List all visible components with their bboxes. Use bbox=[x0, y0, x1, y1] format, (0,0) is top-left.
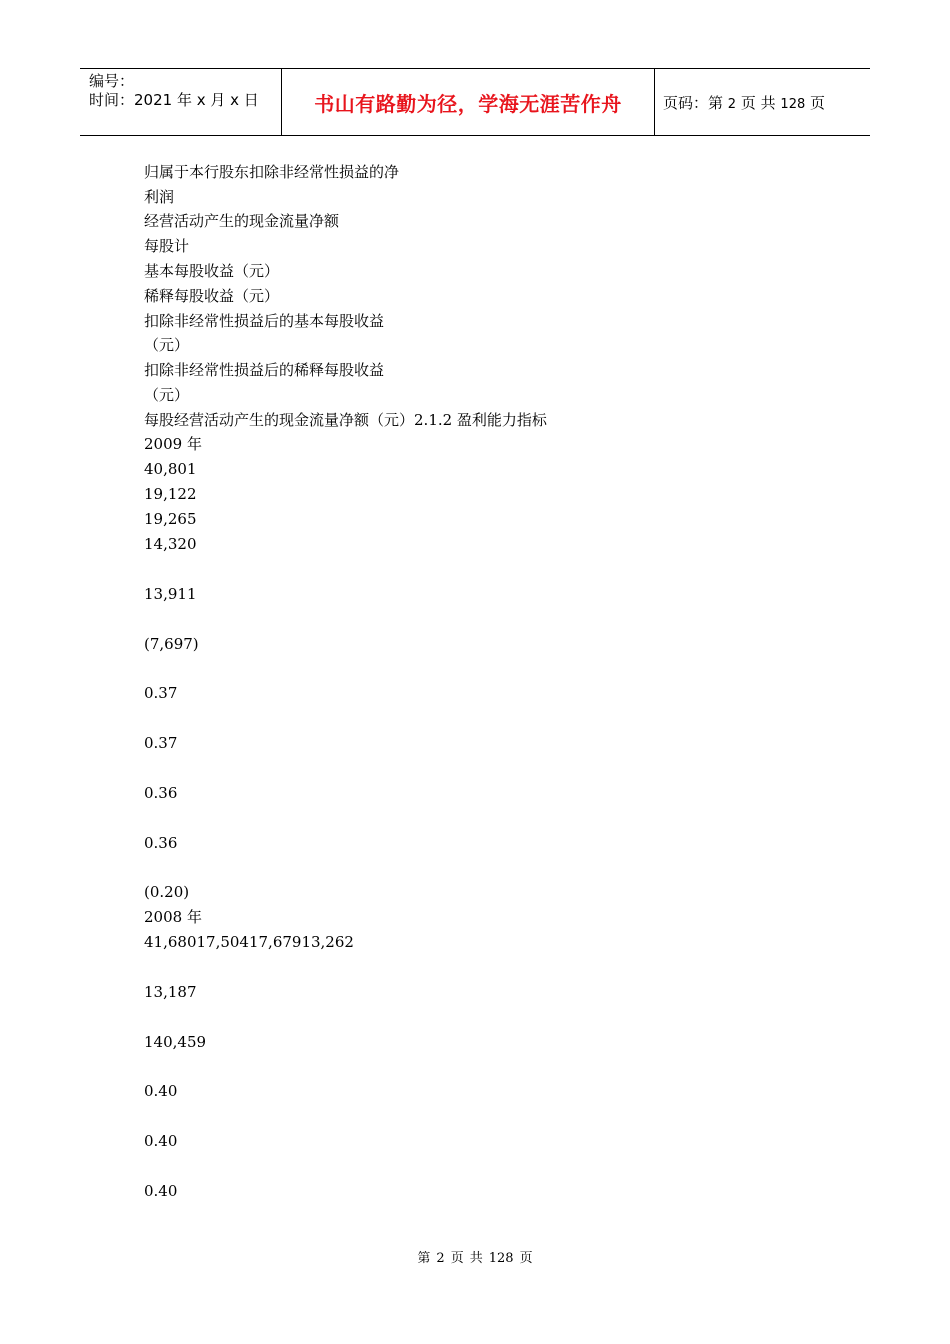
footer-word: 页 bbox=[450, 1251, 464, 1266]
body-line: 14,320 bbox=[144, 535, 197, 553]
body-line: (0.20) bbox=[144, 883, 190, 901]
body-line: 2008 年 bbox=[144, 908, 202, 926]
body-line: 基本每股收益（元） bbox=[144, 262, 280, 280]
body-line: 利润 bbox=[144, 188, 175, 206]
body-line: 0.37 bbox=[144, 734, 178, 752]
body-line: 40,801 bbox=[144, 460, 197, 478]
body-line: 0.37 bbox=[144, 684, 178, 702]
header-page-prefix: 页码：第 bbox=[663, 93, 724, 112]
header-motto-cell bbox=[281, 69, 655, 135]
header-page-suffix: 页 bbox=[810, 93, 826, 112]
body-line: 13,911 bbox=[144, 585, 197, 603]
body-line: 13,187 bbox=[144, 983, 197, 1001]
body-line: 19,122 bbox=[144, 485, 197, 503]
body-line: 每股经营活动产生的现金流量净额（元）2.1.2 盈利能力指标 bbox=[144, 411, 547, 429]
body-line: 经营活动产生的现金流量净额 bbox=[144, 212, 340, 230]
footer-page-total: 128 bbox=[488, 1251, 514, 1266]
header-meta-cell bbox=[80, 69, 282, 135]
footer-word: 页 bbox=[519, 1251, 533, 1266]
page-header bbox=[80, 68, 870, 136]
document-number-label: 编号： bbox=[89, 72, 135, 90]
body-line: 19,265 bbox=[144, 510, 197, 528]
body-line: 扣除非经常性损益后的稀释每股收益 bbox=[144, 361, 385, 379]
body-line: 扣除非经常性损益后的基本每股收益 bbox=[144, 312, 385, 330]
body-line: 稀释每股收益（元） bbox=[144, 287, 280, 305]
body-line: 41,68017,50417,67913,262 bbox=[144, 933, 354, 951]
header-motto: 书山有路勤为径，学海无涯苦作舟 bbox=[314, 91, 622, 116]
body-line: （元） bbox=[144, 386, 190, 404]
header-page-current: 2 bbox=[727, 96, 737, 112]
header-page-cell bbox=[655, 69, 870, 135]
body-line: (7,697) bbox=[144, 635, 199, 653]
footer-word: 共 bbox=[469, 1251, 483, 1266]
body-line: 0.36 bbox=[144, 834, 178, 852]
page-footer bbox=[0, 1247, 950, 1266]
body-line: 归属于本行股东扣除非经常性损益的净 bbox=[144, 163, 400, 181]
body-line: 每股计 bbox=[144, 237, 190, 255]
header-page-code bbox=[663, 92, 825, 113]
footer-page-current: 2 bbox=[436, 1251, 445, 1266]
document-time-label: 时间：2021 年 x 月 x 日 bbox=[89, 91, 259, 109]
body-line: 2009 年 bbox=[144, 435, 202, 453]
body-line: 0.40 bbox=[144, 1132, 178, 1150]
footer-word: 第 bbox=[417, 1251, 431, 1266]
body-line: 140,459 bbox=[144, 1033, 207, 1051]
body-line: 0.40 bbox=[144, 1182, 178, 1200]
header-page-total: 128 bbox=[780, 96, 806, 112]
body-line: 0.36 bbox=[144, 784, 178, 802]
body-line: 0.40 bbox=[144, 1082, 178, 1100]
body-line: （元） bbox=[144, 336, 190, 354]
header-page-mid: 页 共 bbox=[740, 93, 776, 112]
